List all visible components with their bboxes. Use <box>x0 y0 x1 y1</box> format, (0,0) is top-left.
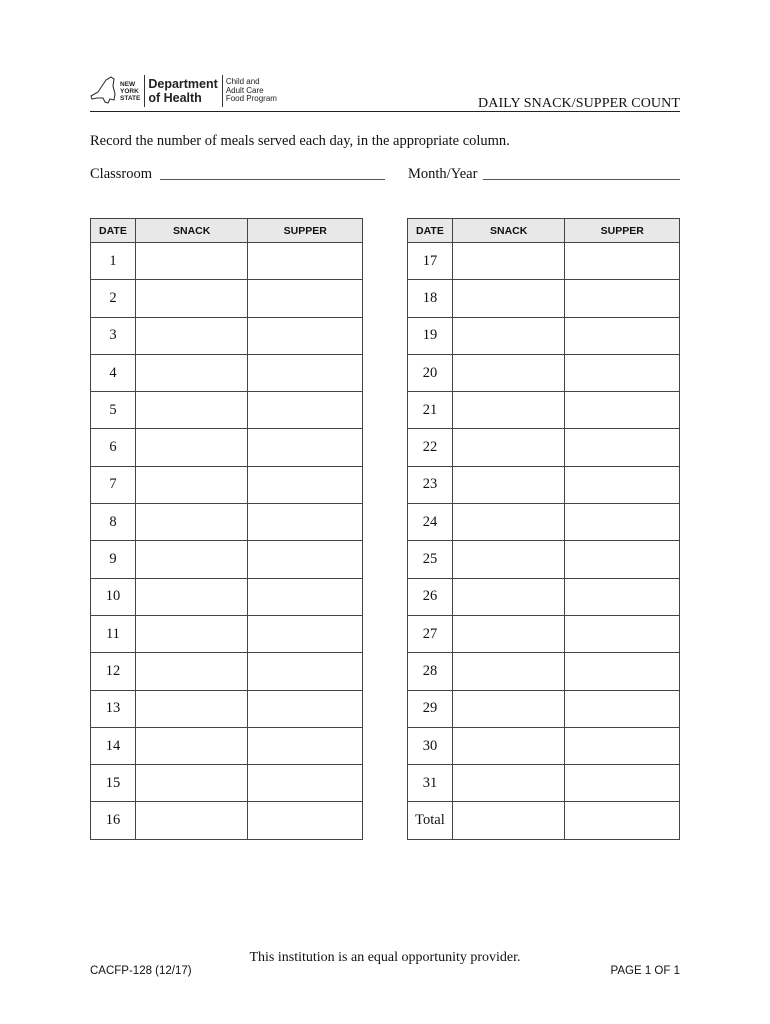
date-cell: 30 <box>408 727 453 764</box>
nys-doh-logo <box>88 72 277 110</box>
snack-count-cell[interactable] <box>135 392 248 429</box>
table-row <box>91 541 363 578</box>
department-line-1: Department <box>148 77 218 91</box>
supper-count-cell[interactable] <box>248 466 363 503</box>
date-cell: 15 <box>91 765 136 802</box>
table-row <box>408 541 680 578</box>
date-cell: 12 <box>91 653 136 690</box>
document-title: DAILY SNACK/SUPPER COUNT <box>478 96 680 111</box>
date-column-header: DATE <box>91 219 136 243</box>
date-cell: 2 <box>91 280 136 317</box>
snack-count-cell[interactable] <box>135 243 248 280</box>
table-row <box>408 354 680 391</box>
snack-count-cell[interactable] <box>135 802 248 839</box>
supper-count-cell[interactable] <box>248 354 363 391</box>
date-cell: 22 <box>408 429 453 466</box>
supper-count-cell[interactable] <box>565 429 680 466</box>
date-cell: 18 <box>408 280 453 317</box>
date-cell: 23 <box>408 466 453 503</box>
table-row <box>91 280 363 317</box>
supper-count-cell[interactable] <box>565 392 680 429</box>
snack-count-cell[interactable] <box>135 541 248 578</box>
table-row <box>408 504 680 541</box>
snack-count-cell[interactable] <box>452 243 565 280</box>
table-row <box>408 615 680 652</box>
supper-count-cell[interactable] <box>248 653 363 690</box>
supper-count-cell[interactable] <box>565 615 680 652</box>
table-row <box>408 466 680 503</box>
table-row <box>91 690 363 727</box>
snack-count-cell[interactable] <box>135 504 248 541</box>
date-cell: 17 <box>408 243 453 280</box>
snack-count-cell[interactable] <box>135 317 248 354</box>
snack-count-cell[interactable] <box>452 466 565 503</box>
table-row <box>408 243 680 280</box>
right-count-table <box>407 218 680 840</box>
date-cell: 8 <box>91 504 136 541</box>
table-row <box>91 466 363 503</box>
snack-count-cell[interactable] <box>135 653 248 690</box>
table-row <box>408 280 680 317</box>
date-cell: 26 <box>408 578 453 615</box>
date-cell: 20 <box>408 354 453 391</box>
snack-count-cell[interactable] <box>135 578 248 615</box>
supper-count-cell[interactable] <box>248 615 363 652</box>
right-header-row <box>408 219 680 243</box>
date-cell: 14 <box>91 727 136 764</box>
snack-count-cell[interactable] <box>452 727 565 764</box>
date-cell: 21 <box>408 392 453 429</box>
supper-count-cell[interactable] <box>565 653 680 690</box>
supper-count-cell[interactable] <box>248 802 363 839</box>
snack-column-header: SNACK <box>452 219 565 243</box>
date-cell: 19 <box>408 317 453 354</box>
date-cell: 5 <box>91 392 136 429</box>
equal-opportunity-statement: This institution is an equal opportunity provider. <box>249 950 521 965</box>
table-row <box>408 765 680 802</box>
table-row <box>91 504 363 541</box>
date-cell: 25 <box>408 541 453 578</box>
supper-count-cell[interactable] <box>565 466 680 503</box>
new-york-state-map-icon <box>88 74 118 108</box>
snack-count-cell[interactable] <box>452 429 565 466</box>
date-cell: 6 <box>91 429 136 466</box>
department-line-2: of Health <box>148 91 202 105</box>
table-row <box>408 690 680 727</box>
month-year-label: Month/Year <box>408 166 478 182</box>
table-row <box>91 727 363 764</box>
supper-count-cell[interactable] <box>248 578 363 615</box>
date-cell: 28 <box>408 653 453 690</box>
program-line-1: Child and <box>225 77 260 87</box>
instruction-text: Record the number of meals served each day, in the appropriate column. <box>90 133 510 149</box>
supper-count-cell[interactable] <box>248 429 363 466</box>
snack-count-cell[interactable] <box>452 765 565 802</box>
table-row <box>91 429 363 466</box>
state-line-3: STATE <box>120 94 141 102</box>
supper-count-cell[interactable] <box>248 504 363 541</box>
logo-divider-2 <box>222 75 223 107</box>
table-row <box>408 578 680 615</box>
supper-count-cell[interactable] <box>248 690 363 727</box>
table-row <box>91 615 363 652</box>
date-cell: 3 <box>91 317 136 354</box>
date-cell: 27 <box>408 615 453 652</box>
supper-count-cell[interactable] <box>248 317 363 354</box>
state-wordmark <box>120 81 140 102</box>
snack-column-header: SNACK <box>135 219 248 243</box>
table-row <box>408 392 680 429</box>
date-cell: 29 <box>408 690 453 727</box>
date-cell: 31 <box>408 765 453 802</box>
table-row <box>91 354 363 391</box>
supper-count-cell[interactable] <box>565 280 680 317</box>
snack-count-cell[interactable] <box>452 541 565 578</box>
supper-column-header: SUPPER <box>248 219 363 243</box>
date-cell: 4 <box>91 354 136 391</box>
table-row <box>91 653 363 690</box>
table-row <box>408 429 680 466</box>
date-cell: 24 <box>408 504 453 541</box>
snack-count-cell[interactable] <box>135 429 248 466</box>
snack-count-cell[interactable] <box>452 690 565 727</box>
date-cell: 13 <box>91 690 136 727</box>
table-row <box>408 317 680 354</box>
classroom-label: Classroom <box>90 166 153 182</box>
date-cell: 11 <box>91 615 136 652</box>
supper-count-cell[interactable] <box>248 727 363 764</box>
supper-count-cell[interactable] <box>565 317 680 354</box>
table-row <box>408 727 680 764</box>
snack-count-cell[interactable] <box>452 280 565 317</box>
snack-count-cell[interactable] <box>135 615 248 652</box>
supper-count-cell[interactable] <box>248 243 363 280</box>
table-row <box>91 243 363 280</box>
date-cell: 7 <box>91 466 136 503</box>
state-line-2: YORK <box>120 87 139 95</box>
supper-count-cell[interactable] <box>248 765 363 802</box>
right-table-body <box>408 243 680 840</box>
snack-count-cell[interactable] <box>452 354 565 391</box>
date-column-header: DATE <box>408 219 453 243</box>
snack-count-cell[interactable] <box>135 354 248 391</box>
supper-count-cell[interactable] <box>248 280 363 317</box>
month-year-field[interactable] <box>483 179 680 180</box>
snack-count-cell[interactable] <box>135 690 248 727</box>
title-rule <box>90 111 680 112</box>
program-line-3: Food Program <box>225 94 277 104</box>
supper-count-cell[interactable] <box>565 727 680 764</box>
supper-count-cell[interactable] <box>565 578 680 615</box>
supper-count-cell[interactable] <box>248 392 363 429</box>
date-cell: 16 <box>91 802 136 839</box>
date-cell: 10 <box>91 578 136 615</box>
supper-column-header: SUPPER <box>565 219 680 243</box>
table-row <box>91 317 363 354</box>
left-header-row <box>91 219 363 243</box>
supper-count-cell[interactable] <box>565 690 680 727</box>
supper-count-cell[interactable] <box>565 504 680 541</box>
snack-count-cell[interactable] <box>452 615 565 652</box>
left-count-table <box>90 218 363 840</box>
table-row <box>91 765 363 802</box>
program-line-2: Adult Care <box>225 85 264 95</box>
snack-count-cell[interactable] <box>135 280 248 317</box>
snack-count-cell[interactable] <box>452 504 565 541</box>
classroom-field[interactable] <box>160 179 385 180</box>
snack-count-cell[interactable] <box>452 802 565 839</box>
supper-count-cell[interactable] <box>248 541 363 578</box>
supper-count-cell[interactable] <box>565 354 680 391</box>
department-wordmark <box>148 77 217 105</box>
table-row <box>91 392 363 429</box>
snack-count-cell[interactable] <box>452 392 565 429</box>
program-wordmark <box>226 78 277 104</box>
state-line-1: NEW <box>120 80 136 88</box>
supper-count-cell[interactable] <box>565 765 680 802</box>
supper-count-cell[interactable] <box>565 802 680 839</box>
form-id: CACFP-128 (12/17) <box>90 965 192 977</box>
snack-count-cell[interactable] <box>452 578 565 615</box>
snack-count-cell[interactable] <box>452 317 565 354</box>
supper-count-cell[interactable] <box>565 243 680 280</box>
table-row <box>408 802 680 839</box>
date-cell: 9 <box>91 541 136 578</box>
left-table-body <box>91 243 363 840</box>
snack-count-cell[interactable] <box>135 765 248 802</box>
logo-divider <box>144 75 145 107</box>
table-row <box>408 653 680 690</box>
snack-count-cell[interactable] <box>452 653 565 690</box>
date-cell: 1 <box>91 243 136 280</box>
snack-count-cell[interactable] <box>135 727 248 764</box>
supper-count-cell[interactable] <box>565 541 680 578</box>
date-cell: Total <box>408 802 453 839</box>
table-row <box>91 802 363 839</box>
page-number: PAGE 1 OF 1 <box>610 965 680 977</box>
table-row <box>91 578 363 615</box>
snack-count-cell[interactable] <box>135 466 248 503</box>
